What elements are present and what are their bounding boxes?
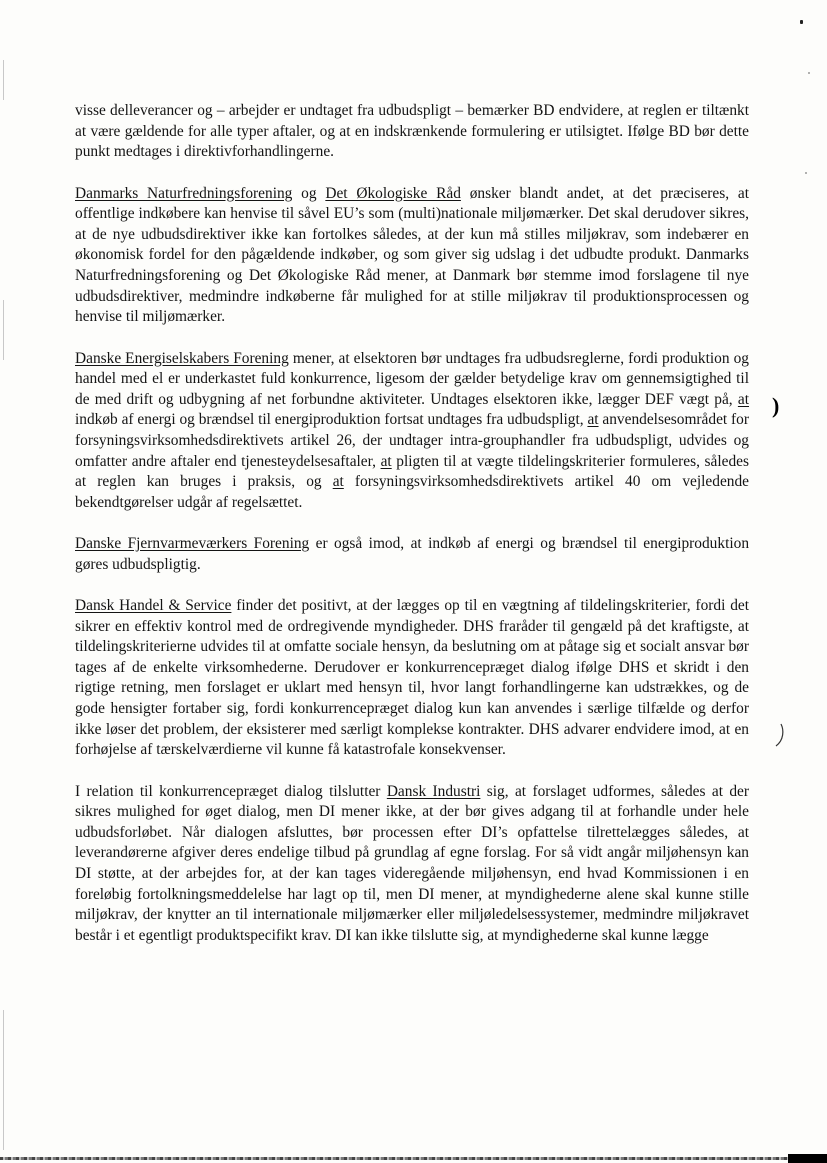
- paragraph: [75, 596, 749, 761]
- underlined-text: Dansk Handel & Service: [75, 597, 232, 615]
- scan-speck: [808, 72, 810, 74]
- scan-edge-line: [3, 1010, 4, 1150]
- paragraph-text: mener, at elsektoren bør undtages fra udbudsreglerne, fordi produktion og handel med el er underkastet fuld konkurrence, ligesom der gælder betydelige krav om gennemsigtighed til de med drift og udbygning af net forbundne aktiviteter. Undtages elsektoren ikke, lægger DEF vægt på,: [75, 349, 749, 408]
- paragraph: [75, 534, 749, 575]
- paragraph: [75, 349, 749, 514]
- paragraph: [75, 101, 749, 163]
- paragraph: [75, 782, 749, 947]
- paragraph-text: I relation til konkurrencepræget dialog tilslutter: [75, 782, 387, 800]
- paragraph-text: indkøb af energi og brændsel til energiproduktion fortsat undtages fra udbudspligt,: [75, 411, 588, 429]
- underlined-text: at: [737, 390, 749, 408]
- underlined-text: at: [587, 411, 599, 429]
- underlined-text: Danske Fjernvarmeværkers Forening: [75, 535, 310, 553]
- scan-dot: [800, 20, 803, 24]
- underlined-text: at: [332, 473, 344, 491]
- margin-handwritten-mark: [772, 722, 788, 750]
- scan-bottom-corner: [788, 1154, 827, 1163]
- paragraph-text: og: [292, 184, 326, 202]
- margin-bracket-mark: ): [772, 393, 780, 418]
- underlined-text: Danmarks Naturfredningsforening: [75, 184, 293, 202]
- paragraph-text: finder det positivt, at der lægges op til en vægtning af tildelingskriterier, fordi det sikrer en effektiv kontrol med de ordregivende myndigheder. DHS fraråder til gengæld på det kraftigste, at tildelingskriterierne udvides til at omfatte sociale hensyn, da beslutning om at påtage sig et socialt ansvar bør tages af de enkelte virksomhederne. Derudover er konkurrencepræget dialog ifølge DHS et skridt i den rigtige retning, men forslaget er uklart med hensyn til, hvor langt forhandlingerne kan udstrækkes, og de gode hensigter fortaber sig, fordi konkurrencepræget dialog kun kan anvendes i særlige tilfælde og derfor ikke løser det problem, der eksisterer med særligt komplekse kontrakter. DHS advarer endvidere imod, at en forhøjelse af tærskelværdierne vil kunne få katastrofale konsekvenser.: [75, 597, 750, 759]
- scan-bottom-edge: [0, 1157, 827, 1160]
- paragraph: [75, 184, 749, 328]
- scan-edge-line: [3, 300, 4, 360]
- underlined-text: Danske Energiselskabers Forening: [75, 349, 289, 367]
- underlined-text: at: [380, 452, 392, 470]
- underlined-text: Dansk Industri: [386, 782, 481, 800]
- underlined-text: Det Økologiske Råd: [325, 184, 461, 202]
- paragraph-text: sig, at forslaget udformes, således at der sikres mulighed for øget dialog, men DI mener ikke, at der bør gives adgang til at forhandle under hele udbudsforløbet. Når dialogen afsluttes, bør processen efter DI’s opfattelse tilrettelægges således, at leverandørerne afgiver deres endelige tilbud på grundlag af egne forslag. For så vidt angår miljøhensyn kan DI støtte, at der arbejdes for, at der kan tages videregående miljøhensyn, end hvad Kommissionen i en foreløbig fortolkningsmeddelelse har lagt op til, men DI mener, at myndighederne alene skal kunne stille miljøkrav, der knytter an til internationale miljømærker eller miljøledelsessystemer, medmindre miljøkravet består i et egentligt produktspecifikt krav. DI kan ikke tilslutte sig, at myndighederne skal kunne lægge: [75, 782, 749, 944]
- scan-edge-line: [3, 60, 4, 100]
- paragraph-text: forsyningsvirksomhedsdirektivets artikel 40 om vejledende bekendtgørelser udgår af regelsættet.: [75, 473, 749, 511]
- paragraph-text: pligten til at vægte tildelingskriterier formuleres, således at reglen kan bruges i praksis, og: [75, 452, 750, 491]
- paragraph-text: ønsker blandt andet, at det præciseres, at offentlige indkøbere kan henvise til såvel EU’s som (multi)nationale miljømærker. Det skal derudover sikres, at de nye udbudsdirektiver ikke kan fortolkes således, at der kun må stilles miljøkrav, som indebærer en økonomisk fordel for den pågældende indkøber, og som giver sig udslag i det udbudte produkt. Danmarks Naturfredningsforening og Det Økologiske Råd mener, at Danmark bør stemme imod forslagene til nye udbudsdirektiver, medmindre indkøberne får mulighed for at stille miljøkrav til produktionsprocessen og henvise til miljømærker.: [75, 184, 749, 326]
- paragraph-text: er også imod, at indkøb af energi og brændsel til energiproduktion gøres udbudspligtig.: [75, 535, 750, 573]
- scan-speck: [805, 172, 807, 174]
- paragraph-text: anvendelsesområdet for forsyningsvirksomhedsdirektivets artikel 26, der undtager intra-grouphandler fra udbudspligt, udvides og omfatter andre aftaler end tjenesteydelsesaftaler,: [75, 411, 749, 470]
- document-body: [75, 101, 749, 967]
- paragraph-text: visse delleverancer og – arbejder er undtaget fra udbudspligt – bemærker BD endvidere, at reglen er tiltænkt at være gældende for alle typer aftaler, og at en indskrænkende formulering er utilsigtet. Ifølge BD bør dette punkt medtages i direktivforhandlingerne.: [75, 102, 749, 161]
